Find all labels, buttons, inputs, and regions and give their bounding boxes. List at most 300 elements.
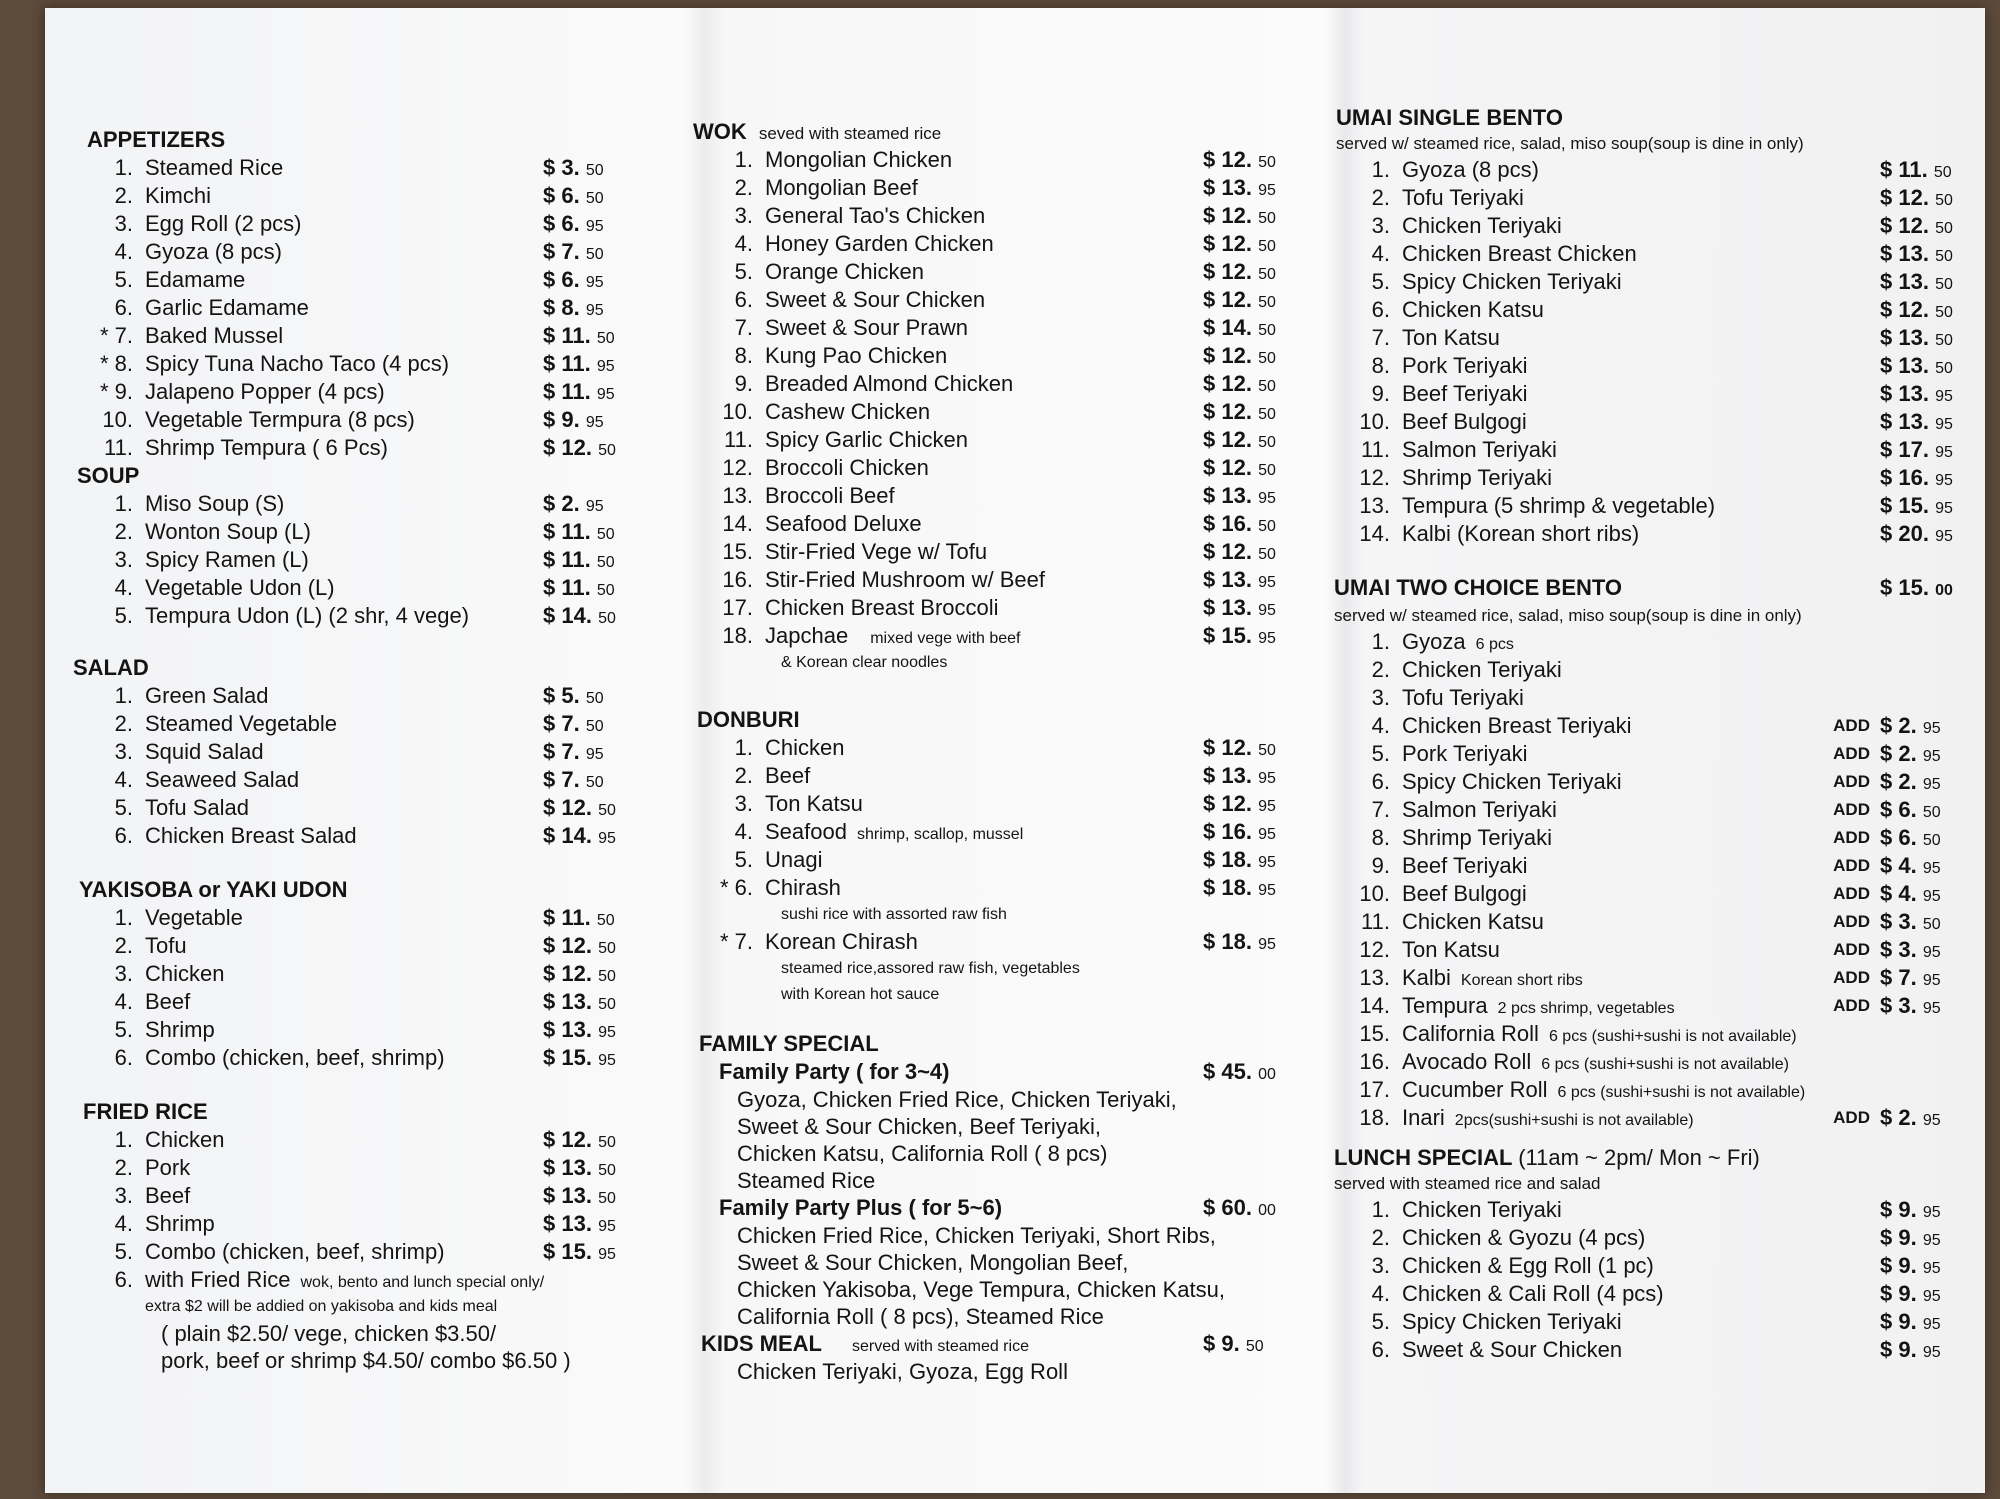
price-dollars: $ 2. — [1880, 1105, 1917, 1130]
item-number: 4. — [114, 989, 133, 1014]
item-name — [1402, 1020, 1797, 1051]
section-soup — [73, 462, 633, 654]
price-dollars: $ 11. — [543, 351, 591, 376]
section-single-bento — [1330, 104, 1970, 574]
item-name — [145, 154, 283, 182]
list-item — [73, 266, 633, 294]
item-number: * 9. — [99, 379, 133, 404]
list-item — [1330, 240, 1970, 268]
item-label: Edamame — [145, 267, 246, 292]
item-name — [765, 146, 952, 174]
price-dollars: $ 12. — [1203, 231, 1252, 256]
item-number: 1. — [114, 905, 133, 930]
item-price — [543, 960, 633, 991]
item-note: sushi rice with assorted raw fish — [781, 906, 1007, 923]
section-title: APPETIZERS — [87, 127, 226, 152]
price-dollars: $ 18. — [1203, 929, 1252, 954]
add-label: ADD — [1833, 968, 1870, 987]
item-number: 3. — [114, 961, 133, 986]
price-cents: 95 — [598, 830, 616, 847]
item-note: 6 pcs (sushi+sushi is not available) — [1557, 1084, 1806, 1101]
description-line: Sweet & Sour Chicken, Beef Teriyaki, — [737, 1114, 1101, 1139]
item-number: 1. — [734, 735, 753, 760]
price-dollars: $ 9. — [1203, 1331, 1240, 1356]
price-dollars: $ 45. — [1203, 1059, 1252, 1084]
price-dollars: $ 7. — [543, 767, 580, 792]
price-cents: 95 — [1922, 748, 1941, 765]
price-cents: 95 — [1258, 936, 1276, 953]
item-price — [1880, 1280, 1970, 1311]
item-number: 9. — [1371, 381, 1390, 406]
two-bento-header — [1330, 574, 1970, 604]
section-title: YAKISOBA or YAKI UDON — [79, 877, 348, 902]
item-price — [543, 406, 633, 437]
price-dollars: $ 15. — [1880, 493, 1929, 518]
item-price — [1880, 712, 1970, 743]
item-price — [543, 350, 633, 381]
price-dollars: $ 13. — [1880, 269, 1929, 294]
list-item — [73, 960, 633, 988]
price-dollars: $ 12. — [1880, 297, 1929, 322]
price-dollars: $ 9. — [1880, 1337, 1917, 1362]
list-item — [1330, 1048, 1970, 1076]
item-label: Beef Teriyaki — [1402, 381, 1528, 406]
price-dollars: $ 3. — [1880, 937, 1917, 962]
item-price — [1880, 768, 1970, 799]
fried-rice-price-note: pork, beef or shrimp $4.50/ combo $6.50 ) — [161, 1348, 571, 1373]
item-name — [765, 286, 985, 314]
item-name — [1402, 380, 1528, 408]
add-label: ADD — [1833, 940, 1870, 959]
price-dollars: $ 12. — [1203, 455, 1252, 480]
price-dollars: $ 6. — [543, 183, 580, 208]
list-item — [693, 174, 1293, 202]
price-cents: 50 — [1935, 332, 1953, 349]
item-name — [765, 314, 968, 342]
item-price — [1880, 852, 1970, 883]
item-name — [1402, 324, 1500, 352]
item-price — [543, 294, 633, 325]
item-price — [1203, 286, 1293, 317]
item-label: Chicken & Gyozu (4 pcs) — [1402, 1225, 1646, 1250]
price-dollars: $ 12. — [1880, 185, 1929, 210]
price-cents: 50 — [1933, 164, 1952, 181]
price-dollars: $ 12. — [1203, 539, 1252, 564]
price-cents: 95 — [585, 302, 604, 319]
price-dollars: $ 2. — [1880, 713, 1917, 738]
list-item — [73, 518, 633, 546]
item-label: Tempura (5 shrimp & vegetable) — [1402, 493, 1716, 518]
item-label: Shrimp Teriyaki — [1402, 825, 1552, 850]
item-label: Chicken & Egg Roll (1 pc) — [1402, 1253, 1654, 1278]
item-label: Spicy Chicken Teriyaki — [1402, 1309, 1622, 1334]
item-number: 15. — [1359, 1021, 1390, 1046]
item-number: 6. — [114, 295, 133, 320]
price-cents: 95 — [1922, 1260, 1941, 1277]
item-price — [1203, 538, 1293, 569]
item-price — [543, 710, 633, 741]
item-number: 4. — [114, 767, 133, 792]
add-label: ADD — [1833, 716, 1870, 735]
item-name — [1402, 268, 1622, 296]
item-price — [1203, 762, 1293, 793]
price-cents: 95 — [1922, 1112, 1941, 1129]
list-item — [1330, 156, 1970, 184]
list-item — [73, 932, 633, 960]
item-name — [765, 846, 822, 874]
item-price — [543, 518, 633, 549]
item-number: * 7. — [99, 323, 133, 348]
item-number: 3. — [114, 547, 133, 572]
item-label: Broccoli Beef — [765, 483, 895, 508]
item-name — [1402, 1336, 1622, 1364]
item-price — [543, 1126, 633, 1157]
price-dollars: $ 4. — [1880, 853, 1917, 878]
item-price — [1880, 1104, 1970, 1135]
price-cents: 95 — [585, 498, 604, 515]
add-label: ADD — [1833, 884, 1870, 903]
price-cents: 95 — [585, 274, 604, 291]
item-label: Combo (chicken, beef, shrimp) — [145, 1045, 445, 1070]
item-number: 3. — [734, 203, 753, 228]
item-label: General Tao's Chicken — [765, 203, 986, 228]
list-item — [1330, 1308, 1970, 1336]
item-price — [543, 182, 633, 213]
item-name — [1402, 240, 1637, 268]
item-name — [1402, 1076, 1805, 1107]
list-item — [1330, 352, 1970, 380]
item-note: mixed vege with beef — [870, 630, 1021, 647]
item-name — [765, 202, 985, 230]
item-label: Sweet & Sour Prawn — [765, 315, 968, 340]
item-note: 6 pcs (sushi+sushi is not available) — [1548, 1028, 1797, 1045]
item-name — [1402, 768, 1622, 796]
item-name — [145, 766, 299, 794]
item-price — [543, 1016, 633, 1047]
item-label: Sweet & Sour Chicken — [1402, 1337, 1623, 1362]
item-price — [1880, 1224, 1970, 1255]
item-price — [543, 904, 633, 935]
price-cents: 50 — [1935, 192, 1953, 209]
item-price — [543, 794, 633, 825]
price-cents: 50 — [1922, 832, 1941, 849]
item-name — [765, 622, 1021, 653]
price-dollars: $ 9. — [1880, 1225, 1917, 1250]
price-dollars: $ 3. — [543, 155, 580, 180]
list-item — [73, 822, 633, 850]
list-item — [1330, 880, 1970, 908]
item-number: 5. — [734, 259, 753, 284]
price-dollars: $ 13. — [1203, 175, 1252, 200]
item-name — [145, 546, 309, 574]
price-cents: 50 — [598, 610, 616, 627]
price-dollars: $ 13. — [543, 1017, 592, 1042]
price-cents: 95 — [598, 1024, 616, 1041]
price-dollars: $ 7. — [543, 239, 580, 264]
list-item — [73, 238, 633, 266]
item-number: 10. — [1359, 409, 1390, 434]
item-name — [1402, 1224, 1645, 1252]
item-label: Seafood Deluxe — [765, 511, 922, 536]
item-number: 4. — [734, 819, 753, 844]
item-price — [1880, 1252, 1970, 1283]
item-name — [145, 988, 190, 1016]
item-name — [1402, 1196, 1562, 1224]
list-item — [693, 846, 1293, 874]
family-party-lines — [693, 1086, 1293, 1194]
item-number: 13. — [1359, 965, 1390, 990]
price-dollars: $ 12. — [1880, 213, 1929, 238]
item-price — [543, 546, 633, 577]
price-cents: 50 — [598, 1162, 616, 1179]
item-price — [1880, 184, 1970, 215]
item-label: Miso Soup (S) — [145, 491, 285, 516]
family-party-plus — [693, 1194, 1293, 1222]
item-name — [765, 734, 844, 762]
price-dollars: $ 13. — [1880, 325, 1929, 350]
item-note: Korean short ribs — [1460, 972, 1583, 989]
list-item — [73, 546, 633, 574]
item-number: 5. — [1371, 1309, 1390, 1334]
item-price — [1880, 268, 1970, 299]
list-item — [1330, 1104, 1970, 1132]
item-price — [1203, 1058, 1293, 1089]
item-name — [1402, 908, 1544, 936]
list-item — [1330, 1252, 1970, 1280]
item-price — [543, 490, 633, 521]
item-price — [543, 238, 633, 269]
price-cents: 50 — [598, 996, 616, 1013]
item-number: 3. — [1371, 213, 1390, 238]
price-cents: 95 — [1922, 1288, 1941, 1305]
price-dollars: $ 9. — [1880, 1309, 1917, 1334]
price-dollars: $ 12. — [1203, 427, 1252, 452]
item-price — [1203, 146, 1293, 177]
price-cents: 50 — [596, 582, 615, 599]
item-price — [1203, 874, 1293, 905]
item-label: Cucumber Roll — [1402, 1077, 1548, 1102]
item-number: 2. — [1371, 185, 1390, 210]
item-label: Pork Teriyaki — [1402, 353, 1528, 378]
item-price — [1203, 594, 1293, 625]
item-name — [145, 210, 302, 238]
item-price — [1880, 296, 1970, 327]
item-note: 6 pcs — [1475, 636, 1514, 653]
price-cents: 95 — [1935, 444, 1953, 461]
price-cents: 50 — [1258, 406, 1276, 423]
item-price — [1203, 510, 1293, 541]
price-dollars: $ 14. — [543, 823, 592, 848]
price-dollars: $ 15. — [543, 1239, 592, 1264]
section-title — [1330, 1144, 1970, 1172]
section-donburi — [693, 706, 1293, 874]
price-cents: 50 — [1258, 238, 1276, 255]
price-dollars: $ 12. — [1203, 147, 1252, 172]
list-item — [1330, 628, 1970, 656]
item-number: 17. — [1359, 1077, 1390, 1102]
item-number: 10. — [102, 407, 133, 432]
item-label: Beef — [145, 989, 191, 1014]
item-price — [1203, 1194, 1293, 1225]
item-number: 3. — [734, 791, 753, 816]
price-dollars: $ 3. — [1880, 909, 1917, 934]
kids-meal-items: Chicken Teriyaki, Gyoza, Egg Roll — [737, 1359, 1068, 1384]
list-item — [693, 146, 1293, 174]
item-number: 3. — [1371, 685, 1390, 710]
item-label: Spicy Garlic Chicken — [765, 427, 968, 452]
price-cents: 95 — [1258, 490, 1276, 507]
item-number: 6. — [114, 1045, 133, 1070]
price-cents: 50 — [1258, 350, 1276, 367]
item-price — [1203, 230, 1293, 261]
price-cents: 50 — [1258, 742, 1276, 759]
item-label: Beef — [145, 1183, 191, 1208]
item-price — [1203, 566, 1293, 597]
list-item — [1330, 380, 1970, 408]
list-item — [73, 210, 633, 238]
item-number: 6. — [1371, 297, 1390, 322]
item-number: 9. — [734, 371, 753, 396]
item-number: 4. — [1371, 1281, 1390, 1306]
item-label: Tofu Teriyaki — [1402, 185, 1524, 210]
list-item — [1330, 324, 1970, 352]
price-cents: 50 — [1935, 248, 1953, 265]
item-name — [145, 1266, 544, 1297]
price-cents: 95 — [1935, 472, 1953, 489]
item-name — [1402, 156, 1539, 184]
list-item — [1330, 1336, 1970, 1364]
item-name — [145, 518, 311, 546]
item-price — [1880, 324, 1970, 355]
item-label: Shrimp — [145, 1211, 215, 1236]
family-party-plus-lines — [693, 1222, 1293, 1330]
section-title-text: WOK — [693, 119, 747, 144]
item-number: 3. — [114, 739, 133, 764]
list-item — [73, 574, 633, 602]
section-title-text: LUNCH SPECIAL — [1334, 1145, 1513, 1170]
item-number: 8. — [734, 343, 753, 368]
item-number: 5. — [114, 603, 133, 628]
list-item — [73, 322, 633, 350]
price-cents: 95 — [1258, 798, 1276, 815]
list-item — [73, 490, 633, 518]
price-dollars: $ 11. — [1880, 157, 1928, 182]
price-dollars: $ 9. — [1880, 1281, 1917, 1306]
list-item — [693, 622, 1293, 650]
item-number: 13. — [722, 483, 753, 508]
item-label: Spicy Chicken Teriyaki — [1402, 269, 1622, 294]
item-number: 1. — [114, 1127, 133, 1152]
section-family-special: FAMILY SPECIAL — [699, 1031, 879, 1056]
item-label: Kalbi (Korean short ribs) — [1402, 521, 1640, 546]
item-number: 4. — [1371, 713, 1390, 738]
price-dollars: $ 16. — [1203, 511, 1252, 536]
item-price — [543, 682, 633, 713]
item-name: Family Party ( for 3~4) — [719, 1059, 950, 1084]
item-name — [1402, 1308, 1622, 1336]
item-number: 4. — [1371, 241, 1390, 266]
item-price — [1203, 734, 1293, 765]
price-cents: 95 — [1922, 1344, 1941, 1361]
item-name — [1402, 964, 1583, 995]
item-note: with Korean hot sauce — [781, 986, 940, 1003]
item-label: Chicken Katsu — [1402, 297, 1544, 322]
item-number: 2. — [114, 519, 133, 544]
price-cents: 50 — [1935, 360, 1953, 377]
item-label: Chicken Breast Chicken — [1402, 241, 1637, 266]
section-title — [693, 118, 1293, 146]
item-number: 17. — [722, 595, 753, 620]
list-item — [73, 1238, 633, 1266]
price-dollars: $ 9. — [1880, 1197, 1917, 1222]
list-item — [1330, 464, 1970, 492]
item-label: Mongolian Chicken — [765, 147, 953, 172]
item-note: shrimp, scallop, mussel — [856, 826, 1024, 843]
kids-meal — [693, 1330, 1293, 1358]
item-number: 2. — [734, 175, 753, 200]
list-item — [73, 434, 633, 462]
item-name — [765, 594, 999, 622]
item-name — [1402, 212, 1562, 240]
section-title: SOUP — [77, 463, 140, 488]
item-label: Kung Pao Chicken — [765, 343, 948, 368]
section-subtitle: served w/ steamed rice, salad, miso soup(soup is dine in only) — [1334, 606, 1802, 625]
item-name — [145, 960, 224, 988]
list-item — [73, 1126, 633, 1154]
item-note: & Korean clear noodles — [781, 654, 948, 671]
list-item — [1330, 492, 1970, 520]
price-cents: 50 — [585, 190, 604, 207]
price-cents: 50 — [1935, 276, 1953, 293]
price-dollars: $ 13. — [543, 1183, 592, 1208]
price-cents: 50 — [598, 940, 616, 957]
price-dollars: $ 11. — [543, 379, 591, 404]
item-label: Wonton Soup (L) — [145, 519, 311, 544]
item-name — [145, 1210, 215, 1238]
list-item — [73, 794, 633, 822]
item-label: Honey Garden Chicken — [765, 231, 994, 256]
price-dollars: $ 7. — [543, 739, 580, 764]
item-name — [1402, 712, 1631, 740]
menu-column-right — [1330, 104, 1970, 1364]
price-dollars: $ 6. — [1880, 797, 1917, 822]
item-number: 15. — [722, 539, 753, 564]
price-dollars: $ 11. — [543, 905, 591, 930]
item-name — [765, 230, 994, 258]
item-number: 14. — [1359, 993, 1390, 1018]
item-name — [145, 710, 337, 738]
item-price — [543, 766, 633, 797]
price-cents: 50 — [1258, 462, 1276, 479]
item-name — [145, 434, 388, 462]
price-cents: 50 — [1258, 294, 1276, 311]
description-line: Gyoza, Chicken Fried Rice, Chicken Teriyaki, — [737, 1087, 1177, 1112]
item-price — [1880, 352, 1970, 383]
list-item — [693, 398, 1293, 426]
item-number: 4. — [114, 1211, 133, 1236]
item-number: 14. — [1359, 521, 1390, 546]
item-label: Cashew Chicken — [765, 399, 931, 424]
item-label: California Roll — [1402, 1021, 1539, 1046]
item-name — [145, 682, 269, 710]
list-item — [1330, 1196, 1970, 1224]
item-name — [145, 932, 187, 960]
add-label: ADD — [1833, 1108, 1870, 1127]
item-number: 6. — [1371, 1337, 1390, 1362]
item-name — [145, 182, 211, 210]
price-dollars: $ 4. — [1880, 881, 1917, 906]
list-item — [693, 762, 1293, 790]
